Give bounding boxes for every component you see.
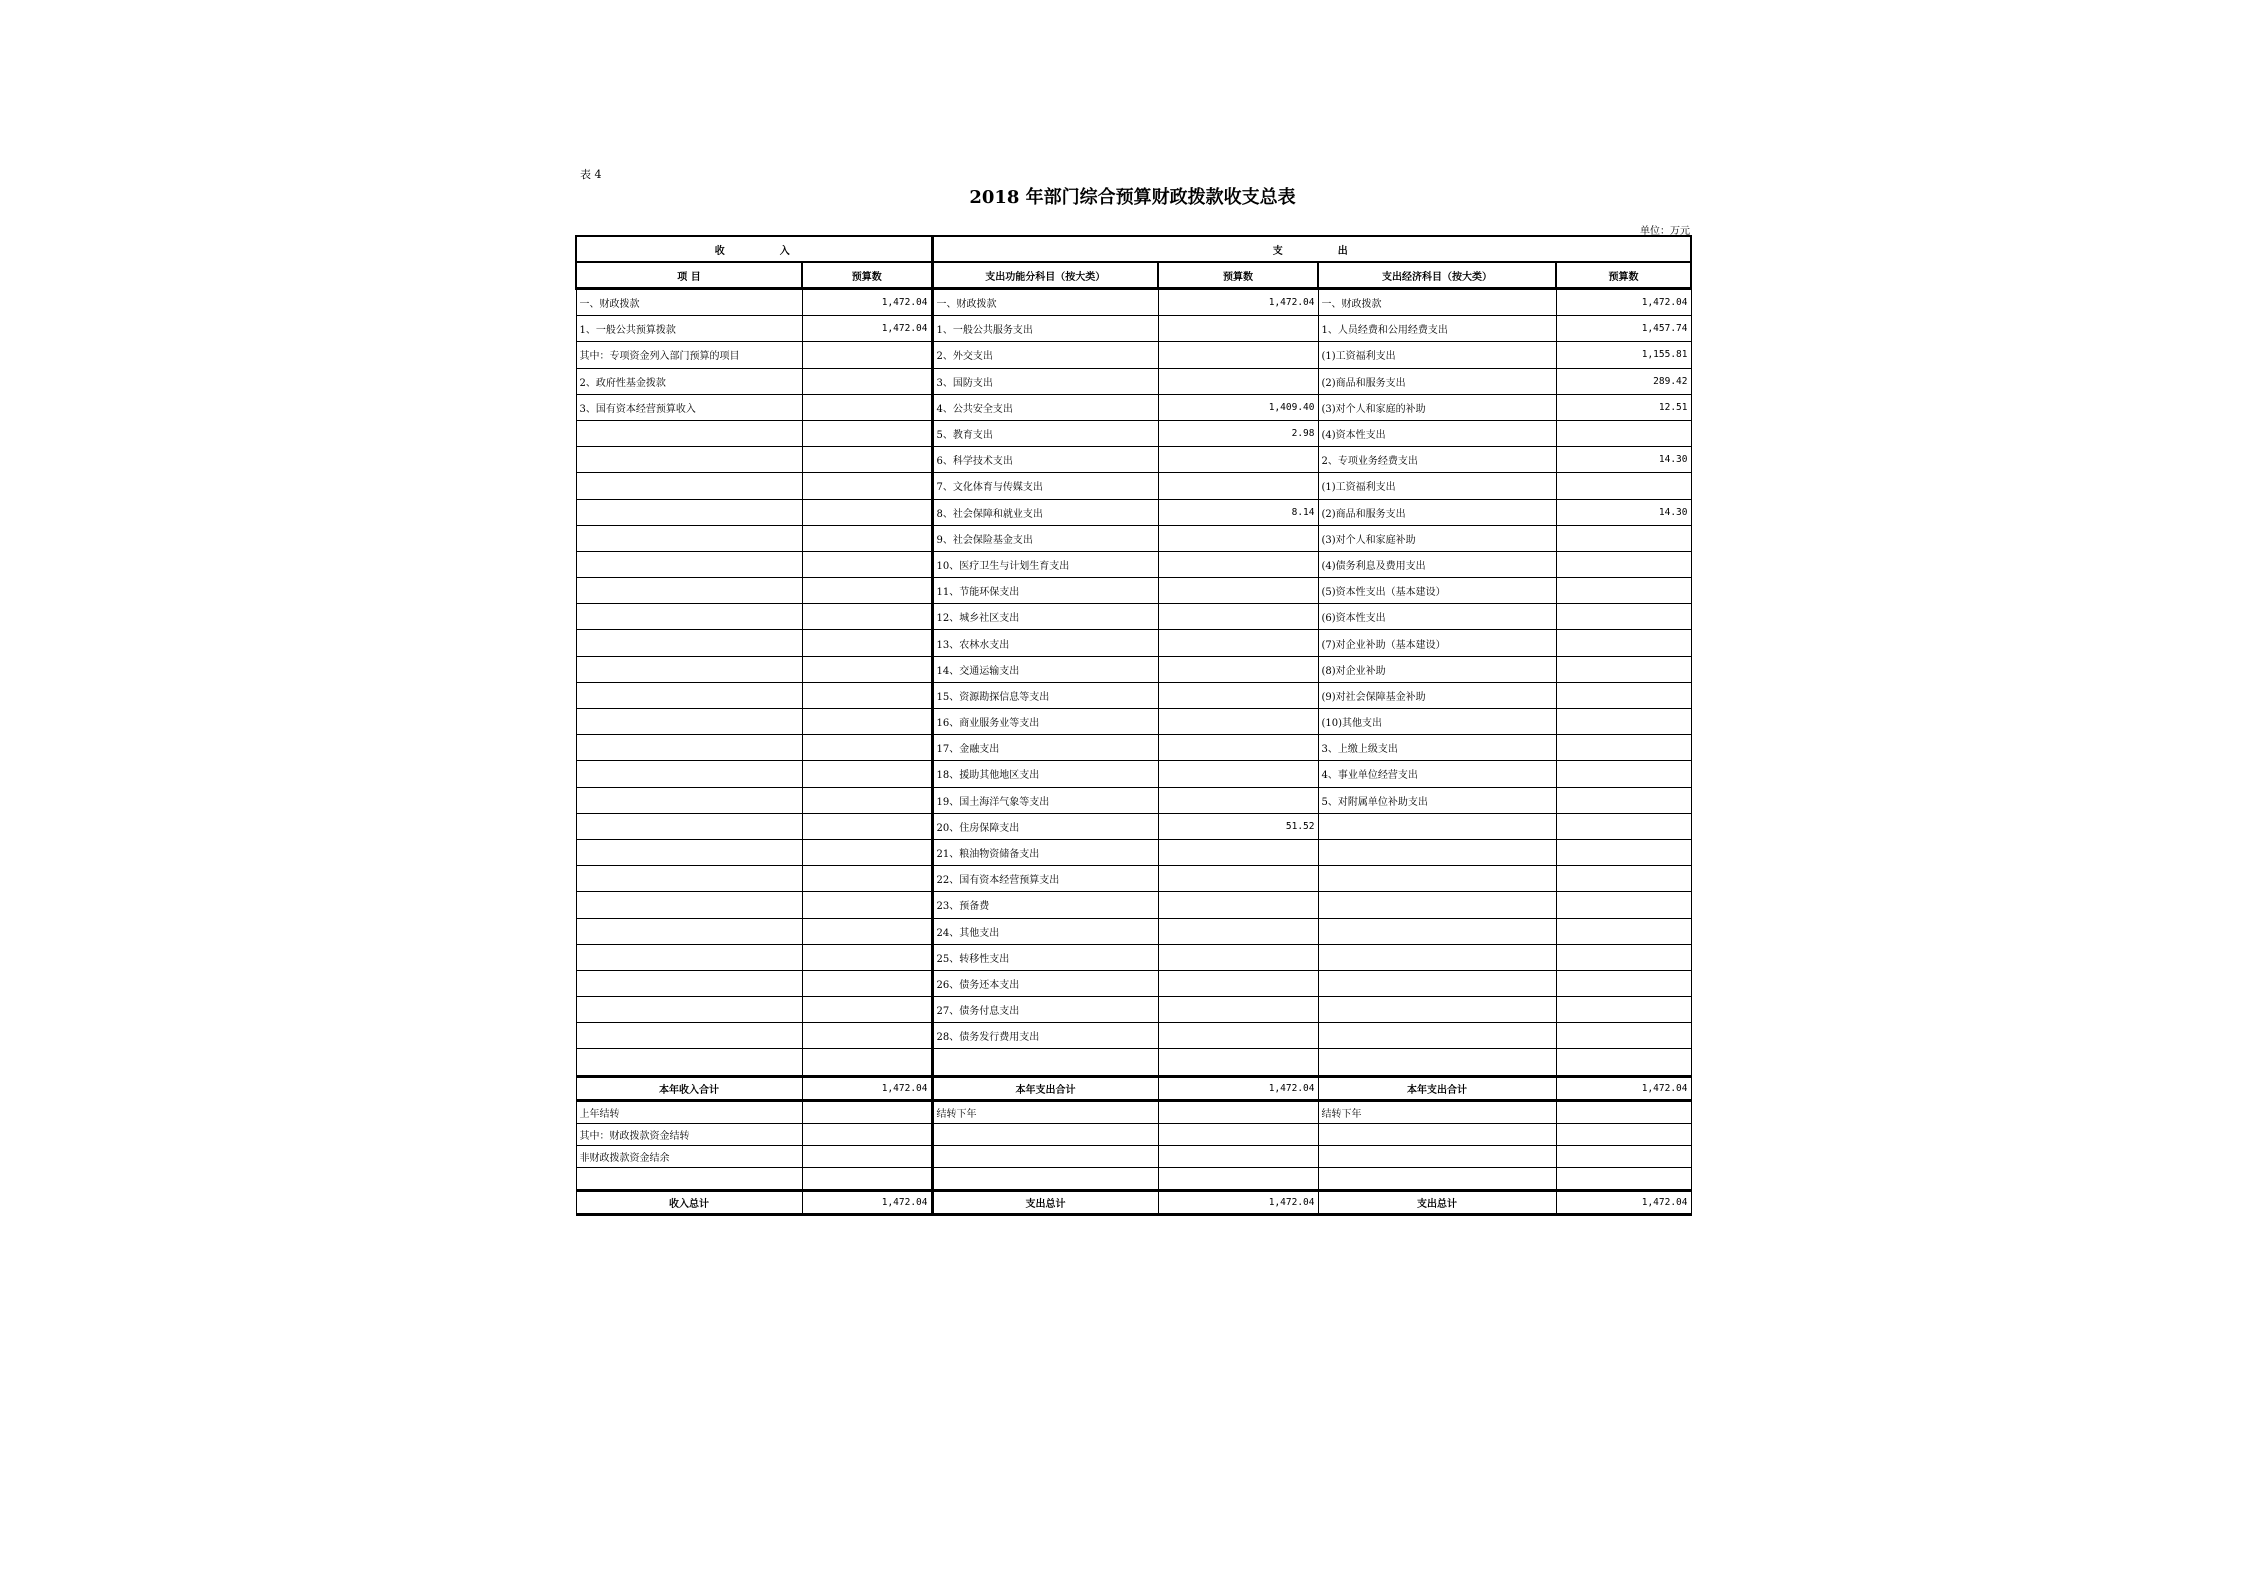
- income-total-amount: 1,472.04: [802, 1190, 932, 1214]
- income-item: [576, 709, 802, 735]
- func-amount: [1158, 944, 1318, 970]
- func-item: 6、科学技术支出: [932, 447, 1158, 473]
- func-item: 2、外交支出: [932, 342, 1158, 368]
- econ-amount: 1,155.81: [1556, 342, 1691, 368]
- income-amount: [802, 970, 932, 996]
- income-amount: [802, 656, 932, 682]
- table-row: [576, 761, 1691, 787]
- econ-amount: [1556, 604, 1691, 630]
- func-amount: [1158, 918, 1318, 944]
- col-income-amount: 预算数: [802, 262, 932, 289]
- income-item: [576, 656, 802, 682]
- econ-subtotal-amount: 1,472.04: [1556, 1076, 1691, 1100]
- income-amount: [802, 604, 932, 630]
- income-amount: [802, 813, 932, 839]
- carry-income-amount: [802, 1123, 932, 1145]
- func-item: 4、公共安全支出: [932, 394, 1158, 420]
- table-row: [576, 892, 1691, 918]
- table-row: [576, 578, 1691, 604]
- econ-item: (2)商品和服务支出: [1318, 368, 1556, 394]
- func-item: 22、国有资本经营预算支出: [932, 866, 1158, 892]
- func-amount: [1158, 473, 1318, 499]
- carry-row: [576, 1100, 1691, 1123]
- income-amount: [802, 1049, 932, 1076]
- table-row: [576, 944, 1691, 970]
- econ-item: 一、财政拨款: [1318, 289, 1556, 316]
- econ-item: [1318, 839, 1556, 865]
- income-item: [576, 420, 802, 446]
- carry-econ-amount: [1556, 1100, 1691, 1123]
- func-item: 21、粮油物资储备支出: [932, 839, 1158, 865]
- table-row: [576, 709, 1691, 735]
- income-item: 3、国有资本经营预算收入: [576, 394, 802, 420]
- income-item: [576, 997, 802, 1023]
- col-econ-amount: 预算数: [1556, 262, 1691, 289]
- func-item: [932, 1049, 1158, 1076]
- func-total-label: 支出总计: [932, 1190, 1158, 1214]
- income-item: [576, 551, 802, 577]
- income-amount: [802, 682, 932, 708]
- func-item: 13、农林水支出: [932, 630, 1158, 656]
- econ-item: (1)工资福利支出: [1318, 342, 1556, 368]
- income-amount: [802, 839, 932, 865]
- table-row: [576, 394, 1691, 420]
- econ-item: (10)其他支出: [1318, 709, 1556, 735]
- func-amount: [1158, 656, 1318, 682]
- table-row: [576, 918, 1691, 944]
- carry-income-amount: [802, 1167, 932, 1190]
- col-func-amount: 预算数: [1158, 262, 1318, 289]
- func-item: 23、预备费: [932, 892, 1158, 918]
- income-item: [576, 447, 802, 473]
- func-item: 28、债务发行费用支出: [932, 1023, 1158, 1049]
- table-row: [576, 656, 1691, 682]
- income-subtotal-amount: 1,472.04: [802, 1076, 932, 1100]
- econ-amount: [1556, 787, 1691, 813]
- income-subtotal-label: 本年收入合计: [576, 1076, 802, 1100]
- carry-econ-item: [1318, 1167, 1556, 1190]
- func-amount: [1158, 630, 1318, 656]
- econ-item: (9)对社会保障基金补助: [1318, 682, 1556, 708]
- income-amount: [802, 892, 932, 918]
- total-row: [576, 1190, 1691, 1214]
- econ-amount: [1556, 997, 1691, 1023]
- table-row: [576, 813, 1691, 839]
- func-amount: [1158, 761, 1318, 787]
- econ-item: 3、上缴上级支出: [1318, 735, 1556, 761]
- income-item: 2、政府性基金拨款: [576, 368, 802, 394]
- carry-income-item: 上年结转: [576, 1100, 802, 1123]
- carry-func-item: [932, 1145, 1158, 1167]
- carry-income-item: 非财政拨款资金结余: [576, 1145, 802, 1167]
- income-amount: [802, 578, 932, 604]
- econ-amount: [1556, 761, 1691, 787]
- func-item: 24、其他支出: [932, 918, 1158, 944]
- econ-item: [1318, 866, 1556, 892]
- econ-amount: 289.42: [1556, 368, 1691, 394]
- income-item: [576, 682, 802, 708]
- income-amount: [802, 342, 932, 368]
- income-amount: [802, 787, 932, 813]
- income-amount: [802, 709, 932, 735]
- income-amount: [802, 761, 932, 787]
- table-row: [576, 1023, 1691, 1049]
- carry-func-item: [932, 1167, 1158, 1190]
- func-item: 26、债务还本支出: [932, 970, 1158, 996]
- econ-item: [1318, 813, 1556, 839]
- table-row: [576, 551, 1691, 577]
- func-subtotal-amount: 1,472.04: [1158, 1076, 1318, 1100]
- table-row: [576, 839, 1691, 865]
- func-amount: [1158, 316, 1318, 342]
- econ-item: [1318, 1023, 1556, 1049]
- income-total-label: 收入总计: [576, 1190, 802, 1214]
- func-item: 20、住房保障支出: [932, 813, 1158, 839]
- col-econ-item: 支出经济科目（按大类）: [1318, 262, 1556, 289]
- econ-amount: [1556, 813, 1691, 839]
- func-amount: [1158, 866, 1318, 892]
- econ-item: (3)对个人和家庭补助: [1318, 525, 1556, 551]
- income-amount: [802, 473, 932, 499]
- func-amount: [1158, 735, 1318, 761]
- income-amount: [802, 918, 932, 944]
- func-item: 11、节能环保支出: [932, 578, 1158, 604]
- carry-econ-amount: [1556, 1167, 1691, 1190]
- income-amount: [802, 525, 932, 551]
- carry-income-amount: [802, 1100, 932, 1123]
- table-row: [576, 682, 1691, 708]
- income-item: [576, 1049, 802, 1076]
- func-item: 10、医疗卫生与计划生育支出: [932, 551, 1158, 577]
- table-row: [576, 499, 1691, 525]
- func-item: 12、城乡社区支出: [932, 604, 1158, 630]
- table-row: [576, 604, 1691, 630]
- income-item: [576, 630, 802, 656]
- econ-amount: 14.30: [1556, 499, 1691, 525]
- income-item: 其中：专项资金列入部门预算的项目: [576, 342, 802, 368]
- col-income-item: 项 目: [576, 262, 802, 289]
- income-amount: [802, 997, 932, 1023]
- econ-item: [1318, 1049, 1556, 1076]
- func-item: 一、财政拨款: [932, 289, 1158, 316]
- func-subtotal-label: 本年支出合计: [932, 1076, 1158, 1100]
- income-item: [576, 970, 802, 996]
- column-header-row: [576, 262, 1691, 289]
- func-amount: [1158, 368, 1318, 394]
- table-row: [576, 787, 1691, 813]
- income-amount: [802, 866, 932, 892]
- carry-income-item: [576, 1167, 802, 1190]
- income-amount: [802, 368, 932, 394]
- econ-total-amount: 1,472.04: [1556, 1190, 1691, 1214]
- func-item: 15、资源勘探信息等支出: [932, 682, 1158, 708]
- table-row: [576, 525, 1691, 551]
- econ-item: (3)对个人和家庭的补助: [1318, 394, 1556, 420]
- func-item: 16、商业服务业等支出: [932, 709, 1158, 735]
- income-amount: 1,472.04: [802, 316, 932, 342]
- group-header-row: [576, 236, 1691, 262]
- econ-item: (1)工资福利支出: [1318, 473, 1556, 499]
- func-item: 7、文化体育与传媒支出: [932, 473, 1158, 499]
- income-amount: [802, 394, 932, 420]
- income-amount: [802, 1023, 932, 1049]
- econ-amount: [1556, 944, 1691, 970]
- unit-label: 单位：万元: [1640, 226, 1690, 237]
- carry-func-amount: [1158, 1167, 1318, 1190]
- econ-amount: [1556, 1049, 1691, 1076]
- table-number: 表 4: [580, 168, 602, 181]
- func-item: 5、教育支出: [932, 420, 1158, 446]
- econ-amount: [1556, 578, 1691, 604]
- econ-amount: [1556, 970, 1691, 996]
- carry-func-item: 结转下年: [932, 1100, 1158, 1123]
- income-item: [576, 866, 802, 892]
- income-group-header: 收入: [576, 236, 932, 262]
- income-item: [576, 813, 802, 839]
- income-item: 一、财政拨款: [576, 289, 802, 316]
- econ-item: (6)资本性支出: [1318, 604, 1556, 630]
- func-item: 1、一般公共服务支出: [932, 316, 1158, 342]
- econ-amount: [1556, 682, 1691, 708]
- income-amount: [802, 944, 932, 970]
- econ-item: (2)商品和服务支出: [1318, 499, 1556, 525]
- econ-amount: [1556, 656, 1691, 682]
- func-item: 25、转移性支出: [932, 944, 1158, 970]
- econ-item: [1318, 892, 1556, 918]
- func-amount: [1158, 551, 1318, 577]
- expense-group-header: 支出: [932, 236, 1691, 262]
- carry-func-amount: [1158, 1123, 1318, 1145]
- func-item: 14、交通运输支出: [932, 656, 1158, 682]
- table-row: [576, 735, 1691, 761]
- econ-amount: [1556, 551, 1691, 577]
- econ-item: 2、专项业务经费支出: [1318, 447, 1556, 473]
- income-item: [576, 918, 802, 944]
- table-row: [576, 368, 1691, 394]
- carry-func-item: [932, 1123, 1158, 1145]
- income-item: [576, 787, 802, 813]
- subtotal-row: [576, 1076, 1691, 1100]
- econ-item: (4)资本性支出: [1318, 420, 1556, 446]
- econ-amount: 12.51: [1556, 394, 1691, 420]
- econ-amount: [1556, 892, 1691, 918]
- income-item: [576, 892, 802, 918]
- func-amount: 51.52: [1158, 813, 1318, 839]
- econ-subtotal-label: 本年支出合计: [1318, 1076, 1556, 1100]
- func-amount: [1158, 892, 1318, 918]
- carry-row: [576, 1123, 1691, 1145]
- income-item: 1、一般公共预算拨款: [576, 316, 802, 342]
- income-item: [576, 525, 802, 551]
- econ-item: [1318, 970, 1556, 996]
- table-row: [576, 997, 1691, 1023]
- budget-table: [575, 235, 1692, 1216]
- table-row: [576, 473, 1691, 499]
- econ-item: 5、对附属单位补助支出: [1318, 787, 1556, 813]
- econ-item: [1318, 918, 1556, 944]
- func-item: 19、国土海洋气象等支出: [932, 787, 1158, 813]
- income-amount: [802, 420, 932, 446]
- func-amount: [1158, 447, 1318, 473]
- econ-amount: [1556, 918, 1691, 944]
- econ-amount: [1556, 1023, 1691, 1049]
- income-amount: [802, 447, 932, 473]
- income-item: [576, 499, 802, 525]
- func-item: 8、社会保障和就业支出: [932, 499, 1158, 525]
- econ-amount: [1556, 735, 1691, 761]
- carry-econ-item: 结转下年: [1318, 1100, 1556, 1123]
- table-row: [576, 420, 1691, 446]
- econ-amount: [1556, 473, 1691, 499]
- page-title: 2018 年部门综合预算财政拨款收支总表: [969, 187, 1296, 208]
- func-amount: [1158, 709, 1318, 735]
- income-amount: [802, 499, 932, 525]
- carry-row: [576, 1167, 1691, 1190]
- func-amount: [1158, 525, 1318, 551]
- econ-total-label: 支出总计: [1318, 1190, 1556, 1214]
- table-row: [576, 866, 1691, 892]
- carry-row: [576, 1145, 1691, 1167]
- econ-amount: [1556, 709, 1691, 735]
- econ-amount: 1,457.74: [1556, 316, 1691, 342]
- col-func-item: 支出功能分科目（按大类）: [932, 262, 1158, 289]
- econ-amount: [1556, 420, 1691, 446]
- income-item: [576, 839, 802, 865]
- income-item: [576, 604, 802, 630]
- table-row: [576, 970, 1691, 996]
- table-row: [576, 342, 1691, 368]
- func-item: 3、国防支出: [932, 368, 1158, 394]
- func-amount: [1158, 1049, 1318, 1076]
- func-item: 18、援助其他地区支出: [932, 761, 1158, 787]
- income-item: [576, 735, 802, 761]
- table-row: [576, 316, 1691, 342]
- income-amount: [802, 551, 932, 577]
- econ-amount: 14.30: [1556, 447, 1691, 473]
- income-item: [576, 944, 802, 970]
- func-amount: 2.98: [1158, 420, 1318, 446]
- carry-econ-amount: [1556, 1145, 1691, 1167]
- carry-func-amount: [1158, 1100, 1318, 1123]
- func-amount: 8.14: [1158, 499, 1318, 525]
- table-row: [576, 1049, 1691, 1076]
- income-amount: [802, 630, 932, 656]
- func-amount: [1158, 342, 1318, 368]
- carry-econ-amount: [1556, 1123, 1691, 1145]
- func-amount: [1158, 997, 1318, 1023]
- income-item: [576, 761, 802, 787]
- func-amount: [1158, 839, 1318, 865]
- income-amount: [802, 735, 932, 761]
- table-row: [576, 630, 1691, 656]
- econ-item: (5)资本性支出（基本建设）: [1318, 578, 1556, 604]
- func-amount: 1,409.40: [1158, 394, 1318, 420]
- func-amount: [1158, 787, 1318, 813]
- econ-amount: [1556, 866, 1691, 892]
- func-item: 27、债务付息支出: [932, 997, 1158, 1023]
- econ-amount: [1556, 525, 1691, 551]
- func-amount: [1158, 604, 1318, 630]
- func-item: 9、社会保险基金支出: [932, 525, 1158, 551]
- table-row: [576, 289, 1691, 316]
- income-item: [576, 1023, 802, 1049]
- income-amount: 1,472.04: [802, 289, 932, 316]
- func-amount: 1,472.04: [1158, 289, 1318, 316]
- econ-item: (8)对企业补助: [1318, 656, 1556, 682]
- income-item: [576, 473, 802, 499]
- func-amount: [1158, 682, 1318, 708]
- func-item: 17、金融支出: [932, 735, 1158, 761]
- econ-item: (7)对企业补助（基本建设）: [1318, 630, 1556, 656]
- econ-item: 4、事业单位经营支出: [1318, 761, 1556, 787]
- carry-econ-item: [1318, 1123, 1556, 1145]
- econ-item: [1318, 944, 1556, 970]
- func-total-amount: 1,472.04: [1158, 1190, 1318, 1214]
- econ-item: 1、人员经费和公用经费支出: [1318, 316, 1556, 342]
- econ-item: [1318, 997, 1556, 1023]
- income-item: [576, 578, 802, 604]
- econ-item: (4)债务利息及费用支出: [1318, 551, 1556, 577]
- econ-amount: [1556, 630, 1691, 656]
- carry-econ-item: [1318, 1145, 1556, 1167]
- func-amount: [1158, 970, 1318, 996]
- carry-income-item: 其中：财政拨款资金结转: [576, 1123, 802, 1145]
- func-amount: [1158, 1023, 1318, 1049]
- econ-amount: 1,472.04: [1556, 289, 1691, 316]
- carry-income-amount: [802, 1145, 932, 1167]
- econ-amount: [1556, 839, 1691, 865]
- func-amount: [1158, 578, 1318, 604]
- table-row: [576, 447, 1691, 473]
- carry-func-amount: [1158, 1145, 1318, 1167]
